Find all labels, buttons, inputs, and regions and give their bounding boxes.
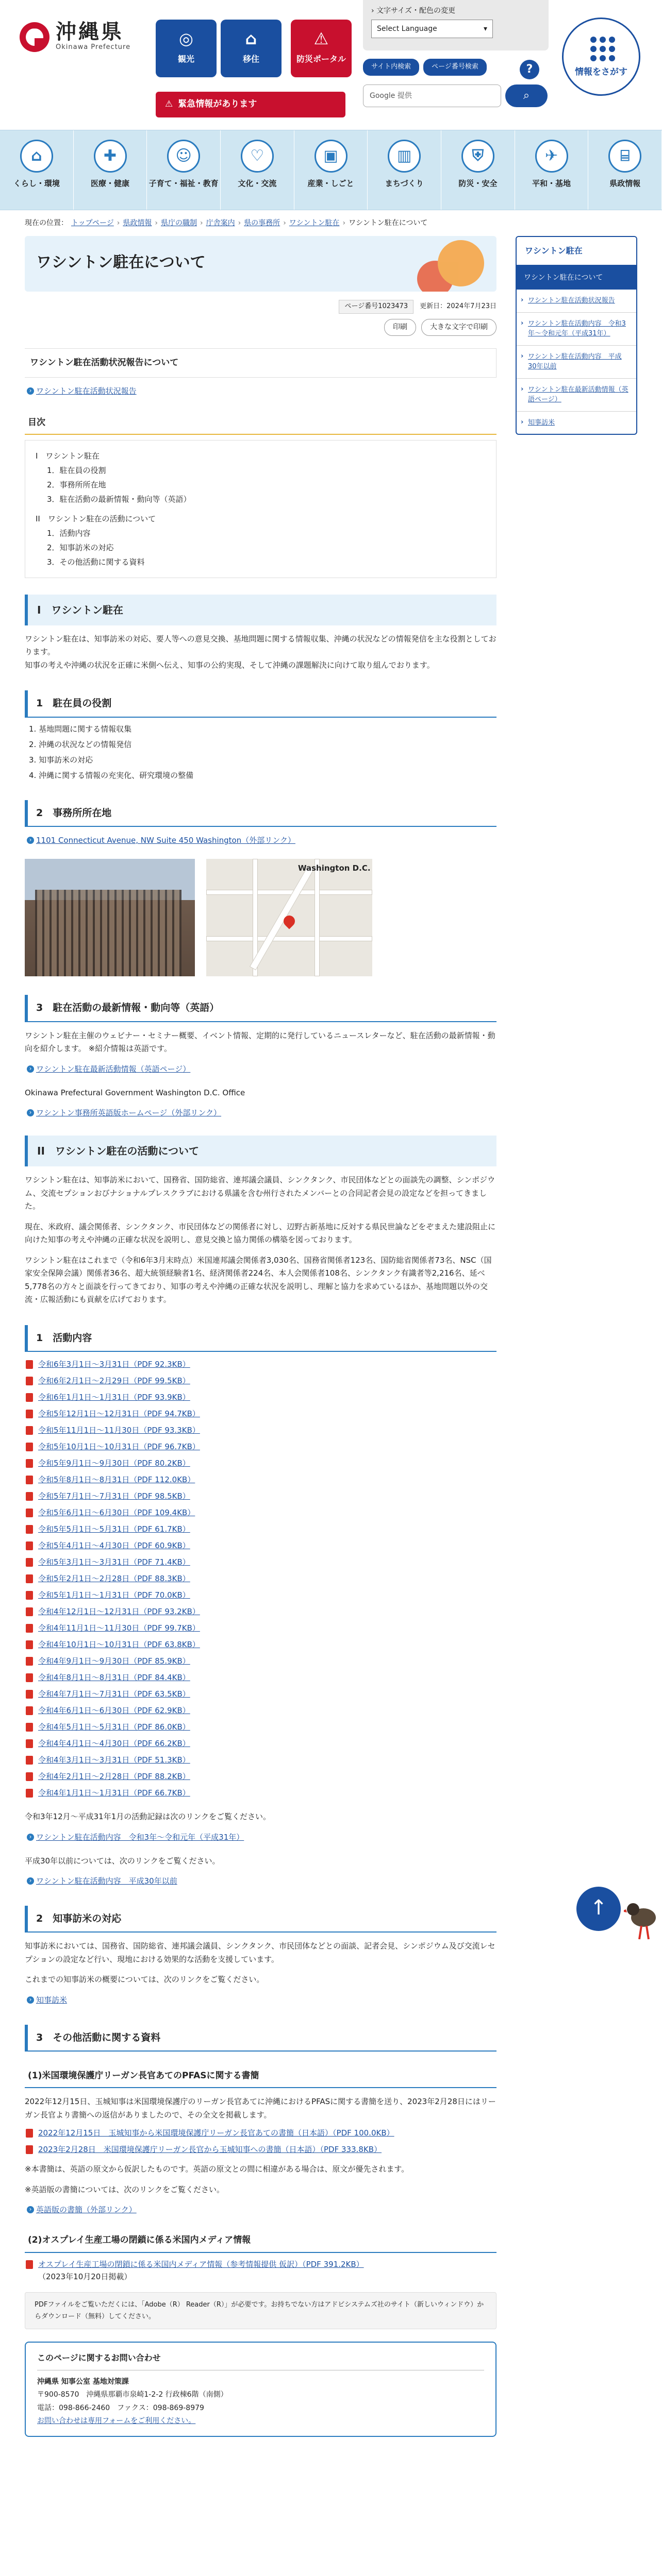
sidebar-heading[interactable]: ワシントン駐在 bbox=[517, 237, 636, 266]
sidebar-item[interactable]: › 知事訪米 bbox=[517, 412, 636, 434]
section-activities: II ワシントン駐在の活動について bbox=[25, 1136, 496, 1166]
chevron-down-icon: ▾ bbox=[483, 25, 487, 33]
map-label: Washington D.C. bbox=[298, 863, 371, 873]
sidebar bbox=[516, 236, 637, 435]
relocation-button[interactable]: ⌂ 移住 bbox=[221, 20, 282, 77]
toc-item[interactable]: II ワシントン駐在の活動について bbox=[36, 514, 156, 523]
activity-file-link[interactable]: 令和5年4月1日～4月30日（PDF 60.9KB） bbox=[25, 1539, 496, 1552]
activity-file-link[interactable]: 令和5年11月1日～11月30日（PDF 93.3KB） bbox=[25, 1424, 496, 1436]
contact-heading: このページに関するお問い合わせ bbox=[37, 2351, 484, 2370]
office-photos bbox=[25, 859, 496, 976]
toc-item[interactable]: I ワシントン駐在 bbox=[36, 451, 100, 461]
house-icon: ⌂ bbox=[20, 140, 53, 173]
section-text: ワシントン駐在は、知事訪米の対応、要人等への意見交換、基地問題に関する情報収集、沖縄の状況などの情報発信を主な役割としております。 知事の考えや沖縄の状況を正確に米側へ伝え、知事の公約実現、そして沖縄の課題解決に向けて取り組んでおります。 bbox=[25, 634, 496, 670]
nav-culture-exchange[interactable]: ♡ 文化・交流 bbox=[221, 130, 294, 210]
breadcrumb-link[interactable]: 県の事務所 bbox=[244, 219, 280, 227]
governor-visit-link[interactable]: › 知事訪米 bbox=[25, 1994, 496, 2006]
okinawa-rail-bird-icon bbox=[624, 1896, 660, 1942]
toc-subitem[interactable]: 3．その他活動に関する資料 bbox=[47, 557, 145, 567]
page-id: ページ番号1023473 bbox=[339, 300, 413, 314]
activities-text: 現在、米政府、議会関係者、シンクタンク、市民団体などの関係者に対し、辺野古新基地に反対する県民世論などをぞまえた建設阻止に向けた知事の考えや沖縄の正確な状況を説明し、意見交換と協力関係の構築を図っております。 bbox=[25, 1222, 496, 1245]
tourism-button[interactable]: ◎ 観光 bbox=[156, 20, 217, 77]
activity-file-link[interactable]: 令和5年1月1日～1月31日（PDF 70.0KB） bbox=[25, 1589, 496, 1601]
accessibility-toolbox bbox=[363, 0, 549, 50]
pfas-text: 2022年12月15日、玉城知事は米国環境保護庁のリーガン長官あてに沖縄におけるPFASに関する書簡を送り、2023年2月28日にはリーガン長官より書簡への返信がありましたので、その全文を掲載します。 bbox=[25, 2097, 496, 2120]
activity-file-link[interactable]: 令和4年2月1日～2月28日（PDF 88.2KB） bbox=[25, 1770, 496, 1783]
office-building-photo bbox=[25, 859, 195, 976]
toc-subitem[interactable]: 2．知事訪米の対応 bbox=[47, 543, 114, 552]
office-name: Okinawa Prefectural Government Washington D.C. Office bbox=[25, 1088, 245, 1097]
activity-file-link[interactable]: 令和4年5月1日～5月31日（PDF 86.0KB） bbox=[25, 1721, 496, 1733]
nav-medical-health[interactable]: ✚ 医療・健康 bbox=[74, 130, 147, 210]
activity-file-link[interactable]: 令和5年7月1日～7月31日（PDF 98.5KB） bbox=[25, 1490, 496, 1502]
search-button[interactable] bbox=[505, 84, 548, 107]
activity-file-link[interactable]: 令和4年6月1日～6月30日（PDF 62.9KB） bbox=[25, 1704, 496, 1717]
breadcrumb-link[interactable]: トップページ bbox=[71, 219, 114, 227]
visit-note: これまでの知事訪米の概要については、次のリンクをご覧ください。 bbox=[25, 1975, 264, 1985]
activity-file-link[interactable]: 令和4年11月1日～11月30日（PDF 99.7KB） bbox=[25, 1622, 496, 1634]
contact-address: 〒900-8570 沖縄県那覇市泉崎1-2-2 行政棟6階（南側） bbox=[37, 2391, 228, 2399]
role-item: 1. 基地問題に関する情報収集 bbox=[29, 724, 132, 734]
search-icon: ⌕ bbox=[523, 89, 530, 102]
section-washington-office: I ワシントン駐在 bbox=[25, 595, 496, 625]
pfas-file-link[interactable]: 2023年2月28日 米国環境保護庁リーガン長官から玉城知事への書簡（日本語）（PDF 333.8KB） bbox=[25, 2143, 496, 2156]
pdf-reader-note: PDFファイルをご覧いただくには、「Adobe（R） Reader（R）」が必要です。お持ちでない方はアドビシステムズ社のサイト（新しいウィンドウ）からダウンロード（無料）してください。 bbox=[25, 2292, 496, 2330]
breadcrumb-link[interactable]: 庁舎案内 bbox=[206, 219, 235, 227]
office-address-link[interactable]: › 1101 Connecticut Avenue, NW Suite 450 Washington（外部リンク） bbox=[25, 834, 496, 846]
activity-file-link[interactable]: 令和5年10月1日～10月31日（PDF 96.7KB） bbox=[25, 1440, 496, 1453]
archive-link[interactable]: › ワシントン駐在活動内容 平成30年以前 bbox=[25, 1875, 496, 1887]
page-meta bbox=[25, 300, 496, 314]
report-heading: ワシントン駐在活動状況報告について bbox=[25, 348, 496, 378]
search-input[interactable]: Google 提供 bbox=[363, 84, 501, 107]
activity-file-link[interactable]: 令和4年3月1日～3月31日（PDF 51.3KB） bbox=[25, 1754, 496, 1766]
osprey-file-link[interactable]: オスプレイ生産工場の閉鎖に係る米国内メディア情報（参考情報提供 仮訳）（PDF 391.2KB） （2023年10月20日掲載） bbox=[25, 2258, 496, 2283]
role-item: 3. 知事訪米の対応 bbox=[29, 755, 93, 765]
print-tools bbox=[25, 319, 496, 335]
shield-icon: ⛨ bbox=[461, 140, 494, 173]
breadcrumb-current: ワシントン駐在について bbox=[349, 219, 428, 227]
heart-icon: ♡ bbox=[241, 140, 274, 173]
disaster-portal-button[interactable]: ⚠ 防災ポータル bbox=[291, 20, 352, 77]
news-text: ワシントン駐在主催のウェビナー・セミナー概要、イベント情報、定期的に発行しているニュースレターなど、駐在活動の最新情報・動向を紹介します。 ※紹介情報は英語です。 bbox=[25, 1030, 495, 1054]
activity-file-link[interactable]: 令和6年1月1日～1月31日（PDF 93.9KB） bbox=[25, 1391, 496, 1403]
dove-icon: ✈ bbox=[535, 140, 568, 173]
category-nav bbox=[0, 130, 662, 210]
activity-file-link[interactable]: 令和5年3月1日～3月31日（PDF 71.4KB） bbox=[25, 1556, 496, 1568]
table-of-contents bbox=[25, 440, 496, 578]
activity-file-link[interactable]: 令和4年1月1日～1月31日（PDF 66.7KB） bbox=[25, 1787, 496, 1799]
language-select[interactable]: Select Language ▾ bbox=[371, 20, 493, 38]
sidebar-item[interactable]: › ワシントン駐在活動状況報告 bbox=[517, 290, 636, 313]
nav-childcare-welfare[interactable]: ☺ 子育て・福祉・教育 bbox=[147, 130, 221, 210]
updated-date: 更新日：2024年7月23日 bbox=[420, 302, 496, 311]
activity-file-link[interactable]: 令和4年4月1日～4月30日（PDF 66.2KB） bbox=[25, 1737, 496, 1750]
syringe-icon: ✚ bbox=[94, 140, 127, 173]
contact-box bbox=[25, 2342, 496, 2437]
contact-phone: 電話：098-866-2460 ファクス：098-869-8979 bbox=[37, 2403, 204, 2412]
nav-disaster-safety[interactable]: ⛨ 防災・安全 bbox=[441, 130, 515, 210]
news-heading: 3 駐在活動の最新情報・動向等（英語） bbox=[25, 995, 496, 1022]
activity-file-link[interactable]: 令和4年12月1日～12月31日（PDF 93.2KB） bbox=[25, 1605, 496, 1618]
sidebar-item[interactable]: › ワシントン駐在最新活動情報（英語ページ） bbox=[517, 379, 636, 412]
toc-subitem[interactable]: 1．活動内容 bbox=[47, 528, 91, 538]
briefcase-icon: ▣ bbox=[315, 140, 347, 173]
activity-file-link[interactable]: 令和5年9月1日～9月30日（PDF 80.2KB） bbox=[25, 1457, 496, 1469]
grid-menu-icon bbox=[590, 37, 615, 61]
house-icon: ⌂ bbox=[245, 29, 257, 48]
toc-subitem[interactable]: 2．事務所所在地 bbox=[47, 480, 106, 489]
activity-file-link[interactable]: 令和5年8月1日～8月31日（PDF 112.0KB） bbox=[25, 1473, 496, 1486]
activity-file-link[interactable]: 令和5年2月1日～2月28日（PDF 88.3KB） bbox=[25, 1572, 496, 1585]
activity-file-link[interactable]: 令和4年7月1日～7月31日（PDF 63.5KB） bbox=[25, 1688, 496, 1700]
warning-icon: ⚠ bbox=[165, 99, 173, 110]
english-letter-link[interactable]: › 英語版の書簡（外部リンク） bbox=[25, 2204, 496, 2216]
emergency-banner[interactable]: ⚠ 緊急情報があります bbox=[156, 92, 345, 117]
activity-file-link[interactable]: 令和4年10月1日～10月31日（PDF 63.8KB） bbox=[25, 1638, 496, 1651]
activity-file-link[interactable]: 令和4年8月1日～8月31日（PDF 84.4KB） bbox=[25, 1671, 496, 1684]
breadcrumb: 現在の位置： トップページ › 県政情報 › 県庁の職制 › 庁舎案内 › 県の事務所 › ワシントン駐在 › ワシントン駐在について bbox=[0, 210, 662, 236]
logo-text: 沖縄県 bbox=[56, 20, 124, 44]
activities-text: ワシントン駐在はこれまで（令和6年3月末時点）米国連邦議会関係者3,030名、国務省関係者123名、国防総省関係者73名、NSC（国家安全保障会議）関係者36名、超大統領経験者1名、経済関係者224名、本人会関係者108名、シンクタンク有識者等2,216名、延べ5,778名の方々と面談を行ってきており、知事の考えや沖縄の正確な状況を説明し、理解と協力を求めているほか、基地問題以外の交流・広報活動にも貢献を広げております。 bbox=[25, 1255, 492, 1304]
toc-subitem[interactable]: 3．駐在活動の最新情報・動向等（英語） bbox=[47, 494, 191, 504]
building-icon: ▥ bbox=[388, 140, 421, 173]
nav-life-environment[interactable]: ⌂ くらし・環境 bbox=[0, 130, 74, 210]
news-link[interactable]: › ワシントン駐在最新活動情報（英語ページ） bbox=[25, 1063, 496, 1075]
nav-peace-bases[interactable]: ✈ 平和・基地 bbox=[515, 130, 589, 210]
pfas-file-link[interactable]: 2022年12月15日 玉城知事から米国環境保護庁リーガン長官あての書簡（日本語）（PDF 100.0KB） bbox=[25, 2127, 496, 2139]
contact-dept: 沖縄県 知事公室 基地対策課 bbox=[37, 2378, 129, 2386]
role-item: 2. 沖縄の状況などの情報発信 bbox=[29, 739, 132, 749]
breadcrumb-link[interactable]: ワシントン駐在 bbox=[289, 219, 340, 227]
breadcrumb-link[interactable]: 県政情報 bbox=[123, 219, 152, 227]
toc-subitem[interactable]: 1．駐在員の役割 bbox=[47, 465, 106, 475]
osprey-heading: (2)オスプレイ生産工場の閉鎖に係る米国内メディア情報 bbox=[25, 2229, 496, 2252]
office-homepage-link[interactable]: › ワシントン事務所英語版ホームページ（外部リンク） bbox=[25, 1107, 496, 1119]
osprey-date: （2023年10月20日掲載） bbox=[38, 2272, 132, 2281]
archive-link[interactable]: › ワシントン駐在活動内容 令和3年～令和元年（平成31年） bbox=[25, 1831, 496, 1843]
large-print-button[interactable]: 大きな文字で印刷 bbox=[421, 319, 496, 335]
note-text: 令和3年12月～平成31年1月の活動記録は次のリンクをご覧ください。 bbox=[25, 1812, 271, 1822]
report-link[interactable]: › ワシントン駐在活動状況報告 bbox=[25, 385, 496, 397]
sidebar-item[interactable]: › ワシントン駐在活動内容 平成30年以前 bbox=[517, 346, 636, 379]
sidebar-menu bbox=[516, 236, 637, 435]
activity-file-link[interactable]: 令和4年9月1日～9月30日（PDF 85.9KB） bbox=[25, 1655, 496, 1667]
sidebar-item-current[interactable]: ワシントン駐在について bbox=[517, 266, 636, 290]
site-header bbox=[0, 0, 662, 130]
prefecture-emblem-icon bbox=[20, 22, 49, 52]
breadcrumb-link[interactable]: 県庁の職制 bbox=[160, 219, 197, 227]
activities-text: ワシントン駐在は、知事訪米において、国務省、国防総省、連邦議会議員、シンクタンク、市民団体などとの面談先の調整、シンポジウム、交流セプションおびナショナルプレスクラブにおける県議を含む州行されたメンバーとの合同記者会見の設定などを担ってきました。 bbox=[25, 1175, 495, 1211]
pfas-note: ※英語版の書簡については、次のリンクをご覧ください。 bbox=[25, 2184, 224, 2194]
print-button[interactable]: 印刷 bbox=[384, 319, 416, 335]
contact-form-link[interactable]: お問い合わせは専用フォームをご利用ください。 bbox=[37, 2416, 196, 2425]
office-map[interactable] bbox=[206, 859, 372, 976]
activity-file-link[interactable]: 令和6年2月1日～2月29日（PDF 99.5KB） bbox=[25, 1375, 496, 1387]
find-info-button[interactable]: 情報をさがす bbox=[562, 18, 640, 96]
activity-file-link[interactable]: 令和5年5月1日～5月31日（PDF 61.7KB） bbox=[25, 1523, 496, 1535]
family-icon: ☺ bbox=[167, 140, 200, 173]
page-title: ワシントン駐在について bbox=[25, 236, 496, 292]
logo-subtext: Okinawa Prefecture bbox=[56, 43, 131, 51]
site-search-tab[interactable]: サイト内検索 bbox=[363, 59, 419, 76]
activity-file-list bbox=[25, 1358, 496, 1799]
activity-file-link[interactable]: 令和5年12月1日～12月31日（PDF 94.7KB） bbox=[25, 1408, 496, 1420]
toc-heading: 目次 bbox=[25, 412, 496, 435]
help-button[interactable]: ? bbox=[520, 60, 539, 79]
roles-heading: 1 駐在員の役割 bbox=[25, 690, 496, 717]
pfas-note: ※本書簡は、英語の原文から仮訳したものです。英語の原文との間に相違がある場合は、原文が優先されます。 bbox=[25, 2164, 409, 2174]
sidebar-item[interactable]: › ワシントン駐在活動内容 令和3年～令和元年（平成31年） bbox=[517, 313, 636, 346]
office-heading: 2 事務所所在地 bbox=[25, 800, 496, 827]
note-text: 平成30年以前については、次のリンクをご覧ください。 bbox=[25, 1856, 220, 1866]
search-type-tabs bbox=[363, 59, 487, 76]
visit-heading: 2 知事訪米の対応 bbox=[25, 1906, 496, 1933]
nav-prefectural-info[interactable]: ⌸ 県政情報 bbox=[588, 130, 662, 210]
nav-urban-planning[interactable]: ▥ まちづくり bbox=[368, 130, 441, 210]
visit-text: 知事訪米においては、国務省、国防総省、連邦議会議員、シンクタンク、市民団体などとの面談、記者会見、シンポジウム及び交流レセプションの設定など行い、現地における効果的な活動を支援しています。 bbox=[25, 1941, 495, 1964]
page-number-search-tab[interactable]: ページ番号検索 bbox=[423, 59, 487, 76]
government-icon: ⌸ bbox=[608, 140, 641, 173]
activity-file-link[interactable]: 令和5年6月1日～6月30日（PDF 109.4KB） bbox=[25, 1506, 496, 1519]
activity-file-link[interactable]: 令和6年3月1日～3月31日（PDF 92.3KB） bbox=[25, 1358, 496, 1370]
text-size-color-link[interactable]: › 文字サイズ・配色の変更 bbox=[371, 7, 455, 15]
back-to-top-button[interactable] bbox=[576, 1887, 621, 1931]
arrow-up-icon: ↑ bbox=[590, 1896, 607, 1920]
main-content bbox=[25, 236, 496, 2437]
nav-industry-work[interactable]: ▣ 産業・しごと bbox=[294, 130, 368, 210]
activity-heading: 1 活動内容 bbox=[25, 1325, 496, 1352]
pfas-heading: (1)米国環境保護庁リーガン長官あてのPFASに関する書簡 bbox=[25, 2065, 496, 2088]
role-item: 4. 沖縄に関する情報の充実化、研究環境の整備 bbox=[29, 770, 194, 780]
other-heading: 3 その他活動に関する資料 bbox=[25, 2025, 496, 2052]
camera-icon: ◎ bbox=[179, 29, 193, 48]
alert-icon: ⚠ bbox=[313, 29, 329, 48]
site-logo[interactable] bbox=[20, 22, 130, 53]
